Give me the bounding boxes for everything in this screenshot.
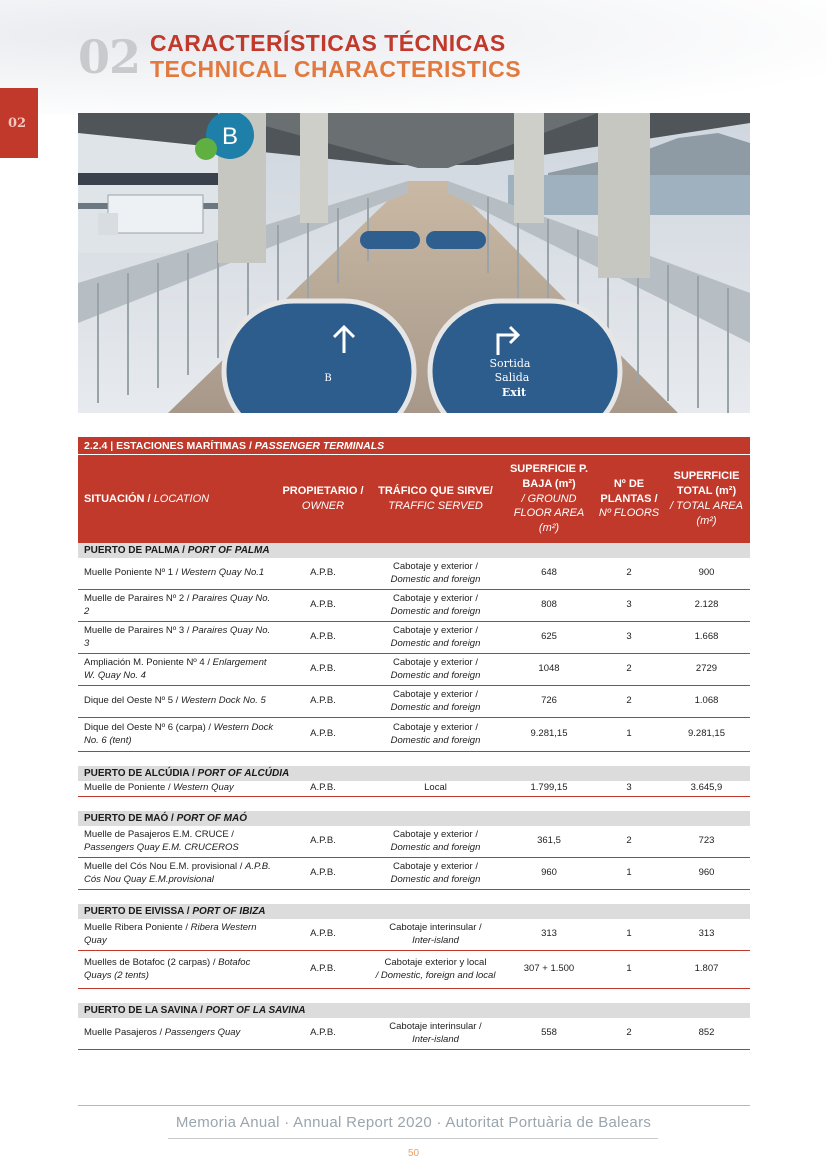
table-title: 2.2.4 | ESTACIONES MARÍTIMAS / PASSENGER TERMINALS xyxy=(78,437,750,455)
title-spanish: CARACTERÍSTICAS TÉCNICAS xyxy=(150,30,506,56)
header-owner: PROPIETARIO / OWNER xyxy=(282,485,364,512)
cell-ground-area: 808 xyxy=(541,599,557,611)
cell-total-area: 2729 xyxy=(695,663,718,675)
port-group-header: PUERTO DE EIVISSA / PORT OF IBIZA xyxy=(78,904,750,919)
table-header xyxy=(78,455,750,543)
group-spacer xyxy=(78,890,750,904)
cell-location: Ampliación M. Poniente Nº 4 / Enlargement W. Quay No. 4 xyxy=(84,657,267,681)
table-row xyxy=(78,919,750,951)
cell-total-area: 960 xyxy=(698,867,715,879)
cell-owner: A.P.B. xyxy=(310,695,336,707)
cell-traffic: Cabotaje y exterior / Domestic and foreign xyxy=(390,829,481,853)
table-row xyxy=(78,951,750,989)
cell-ground-area: 9.281,15 xyxy=(530,728,568,740)
floor-sortida: Sortida xyxy=(489,357,531,370)
floor-left-label: B xyxy=(324,373,332,384)
header-location: SITUACIÓN / LOCATION xyxy=(84,492,210,505)
cell-ground-area: 558 xyxy=(541,1027,557,1039)
table-row xyxy=(78,558,750,590)
cell-floors: 3 xyxy=(626,631,632,643)
cell-total-area: 1.807 xyxy=(694,963,719,975)
footer-underline xyxy=(168,1138,658,1139)
cell-floors: 2 xyxy=(626,663,632,675)
cell-location: Muelle de Poniente / Western Quay xyxy=(84,782,234,794)
table-row xyxy=(78,781,750,797)
cell-owner: A.P.B. xyxy=(310,599,336,611)
cell-ground-area: 648 xyxy=(541,567,557,579)
table-row xyxy=(78,622,750,654)
cell-floors: 1 xyxy=(626,867,632,879)
cell-owner: A.P.B. xyxy=(310,663,336,675)
footer-divider xyxy=(78,1105,750,1106)
table-row xyxy=(78,686,750,718)
cell-floors: 2 xyxy=(626,1027,632,1039)
cell-location: Dique del Oeste Nº 6 (carpa) / Western Dock No. 6 (tent) xyxy=(84,722,274,746)
cell-floors: 1 xyxy=(626,963,632,975)
cell-location: Muelle de Paraires Nº 3 / Paraires Quay No. 3 xyxy=(84,625,271,649)
cell-owner: A.P.B. xyxy=(310,567,336,579)
cell-ground-area: 1048 xyxy=(538,663,560,675)
sign-letter: B xyxy=(221,123,239,150)
cell-ground-area: 313 xyxy=(541,928,557,940)
floor-salida: Salida xyxy=(494,371,530,384)
cell-floors: 1 xyxy=(626,928,632,940)
cell-total-area: 3.645,9 xyxy=(690,782,723,794)
cell-location: Muelle de Paraires Nº 2 / Paraires Quay No. 2 xyxy=(84,593,271,617)
cell-location: Muelle Ribera Poniente / Ribera Western Quay xyxy=(84,922,257,946)
cell-ground-area: 625 xyxy=(541,631,557,643)
page-number: 50 xyxy=(407,1148,420,1159)
cell-owner: A.P.B. xyxy=(310,963,336,975)
title-english: TECHNICAL CHARACTERISTICS xyxy=(150,56,522,82)
cell-floors: 2 xyxy=(626,835,632,847)
cell-location: Muelle Pasajeros / Passengers Quay xyxy=(84,1027,241,1039)
table-row xyxy=(78,718,750,752)
table-row xyxy=(78,826,750,858)
port-group-header: PUERTO DE MAÓ / PORT OF MAÓ xyxy=(78,811,750,826)
port-group-header: PUERTO DE LA SAVINA / PORT OF LA SAVINA xyxy=(78,1003,750,1018)
cell-ground-area: 726 xyxy=(541,695,557,707)
cell-traffic: Cabotaje y exterior / Domestic and foreign xyxy=(390,722,481,746)
port-group-header: PUERTO DE ALCÚDIA / PORT OF ALCÚDIA xyxy=(78,766,750,781)
cell-location: Muelles de Botafoc (2 carpas) / Botafoc Quays (2 tents) xyxy=(84,957,251,981)
cell-floors: 3 xyxy=(626,599,632,611)
cell-traffic: Cabotaje y exterior / Domestic and foreign xyxy=(390,689,481,713)
cell-total-area: 1.668 xyxy=(694,631,719,643)
group-spacer xyxy=(78,989,750,1003)
cell-traffic: Local xyxy=(424,782,447,794)
cell-total-area: 852 xyxy=(698,1027,715,1039)
cell-traffic: Cabotaje exterior y local / Domestic, foreign and local xyxy=(375,957,496,981)
header-ground-area: SUPERFICIE P. BAJA (m²) / GROUND FLOOR AREA (m²) xyxy=(509,462,589,535)
cell-owner: A.P.B. xyxy=(310,867,336,879)
section-side-tab[interactable] xyxy=(0,88,38,158)
table-body xyxy=(78,543,750,1050)
cell-traffic: Cabotaje y exterior / Domestic and foreign xyxy=(390,561,481,585)
port-group-header: PUERTO DE PALMA / PORT OF PALMA xyxy=(78,543,750,558)
cell-location: Muelle de Pasajeros E.M. CRUCE / Passengers Quay E.M. CRUCEROS xyxy=(84,829,239,853)
cell-total-area: 313 xyxy=(698,928,715,940)
header-floors: Nº DE PLANTAS / Nº FLOORS xyxy=(598,477,660,520)
side-tab-label: 02 xyxy=(8,116,27,131)
cell-total-area: 1.068 xyxy=(694,695,719,707)
header-total-area: SUPERFICIE TOTAL (m²) / TOTAL AREA (m²) xyxy=(670,470,743,527)
table-row xyxy=(78,858,750,890)
terminal-walkway-photo xyxy=(78,113,750,413)
header-traffic: TRÁFICO QUE SIRVE/ TRAFFIC SERVED xyxy=(378,485,493,512)
cell-total-area: 900 xyxy=(698,567,715,579)
cell-floors: 3 xyxy=(626,782,632,794)
floor-exit: Exit xyxy=(501,386,527,399)
group-spacer xyxy=(78,797,750,811)
cell-owner: A.P.B. xyxy=(310,835,336,847)
cell-floors: 1 xyxy=(626,728,632,740)
passenger-terminals-table xyxy=(78,437,750,1050)
footer-text: Memoria Anual · Annual Report 2020 · Autoritat Portuària de Balears xyxy=(175,1114,652,1131)
section-number: 02 xyxy=(78,30,141,84)
cell-ground-area: 307 + 1.500 xyxy=(523,963,575,975)
cell-total-area: 723 xyxy=(698,835,715,847)
cell-location: Muelle Poniente Nº 1 / Western Quay No.1 xyxy=(84,567,265,579)
table-row xyxy=(78,590,750,622)
cell-traffic: Cabotaje y exterior / Domestic and foreign xyxy=(390,861,481,885)
cell-owner: A.P.B. xyxy=(310,1027,336,1039)
cell-total-area: 2.128 xyxy=(694,599,719,611)
cell-ground-area: 960 xyxy=(541,867,557,879)
cell-traffic: Cabotaje interinsular / Inter-island xyxy=(389,922,482,946)
cell-floors: 2 xyxy=(626,695,632,707)
cell-floors: 2 xyxy=(626,567,632,579)
cell-total-area: 9.281,15 xyxy=(688,728,725,740)
cell-traffic: Cabotaje y exterior / Domestic and foreign xyxy=(390,625,481,649)
cell-owner: A.P.B. xyxy=(310,728,336,740)
cell-traffic: Cabotaje interinsular / Inter-island xyxy=(389,1021,482,1045)
cell-ground-area: 361,5 xyxy=(537,835,561,847)
cell-ground-area: 1.799,15 xyxy=(530,782,568,794)
cell-owner: A.P.B. xyxy=(310,782,336,794)
cell-owner: A.P.B. xyxy=(310,631,336,643)
table-row xyxy=(78,1018,750,1050)
cell-traffic: Cabotaje y exterior / Domestic and foreign xyxy=(390,657,481,681)
table-row xyxy=(78,654,750,686)
cell-location: Muelle del Cós Nou E.M. provisional / A.P.B. Cós Nou Quay E.M.provisional xyxy=(84,861,271,885)
cell-owner: A.P.B. xyxy=(310,928,336,940)
group-spacer xyxy=(78,752,750,766)
cell-traffic: Cabotaje y exterior / Domestic and foreign xyxy=(390,593,481,617)
cell-location: Dique del Oeste Nº 5 / Western Dock No. 5 xyxy=(84,695,266,707)
